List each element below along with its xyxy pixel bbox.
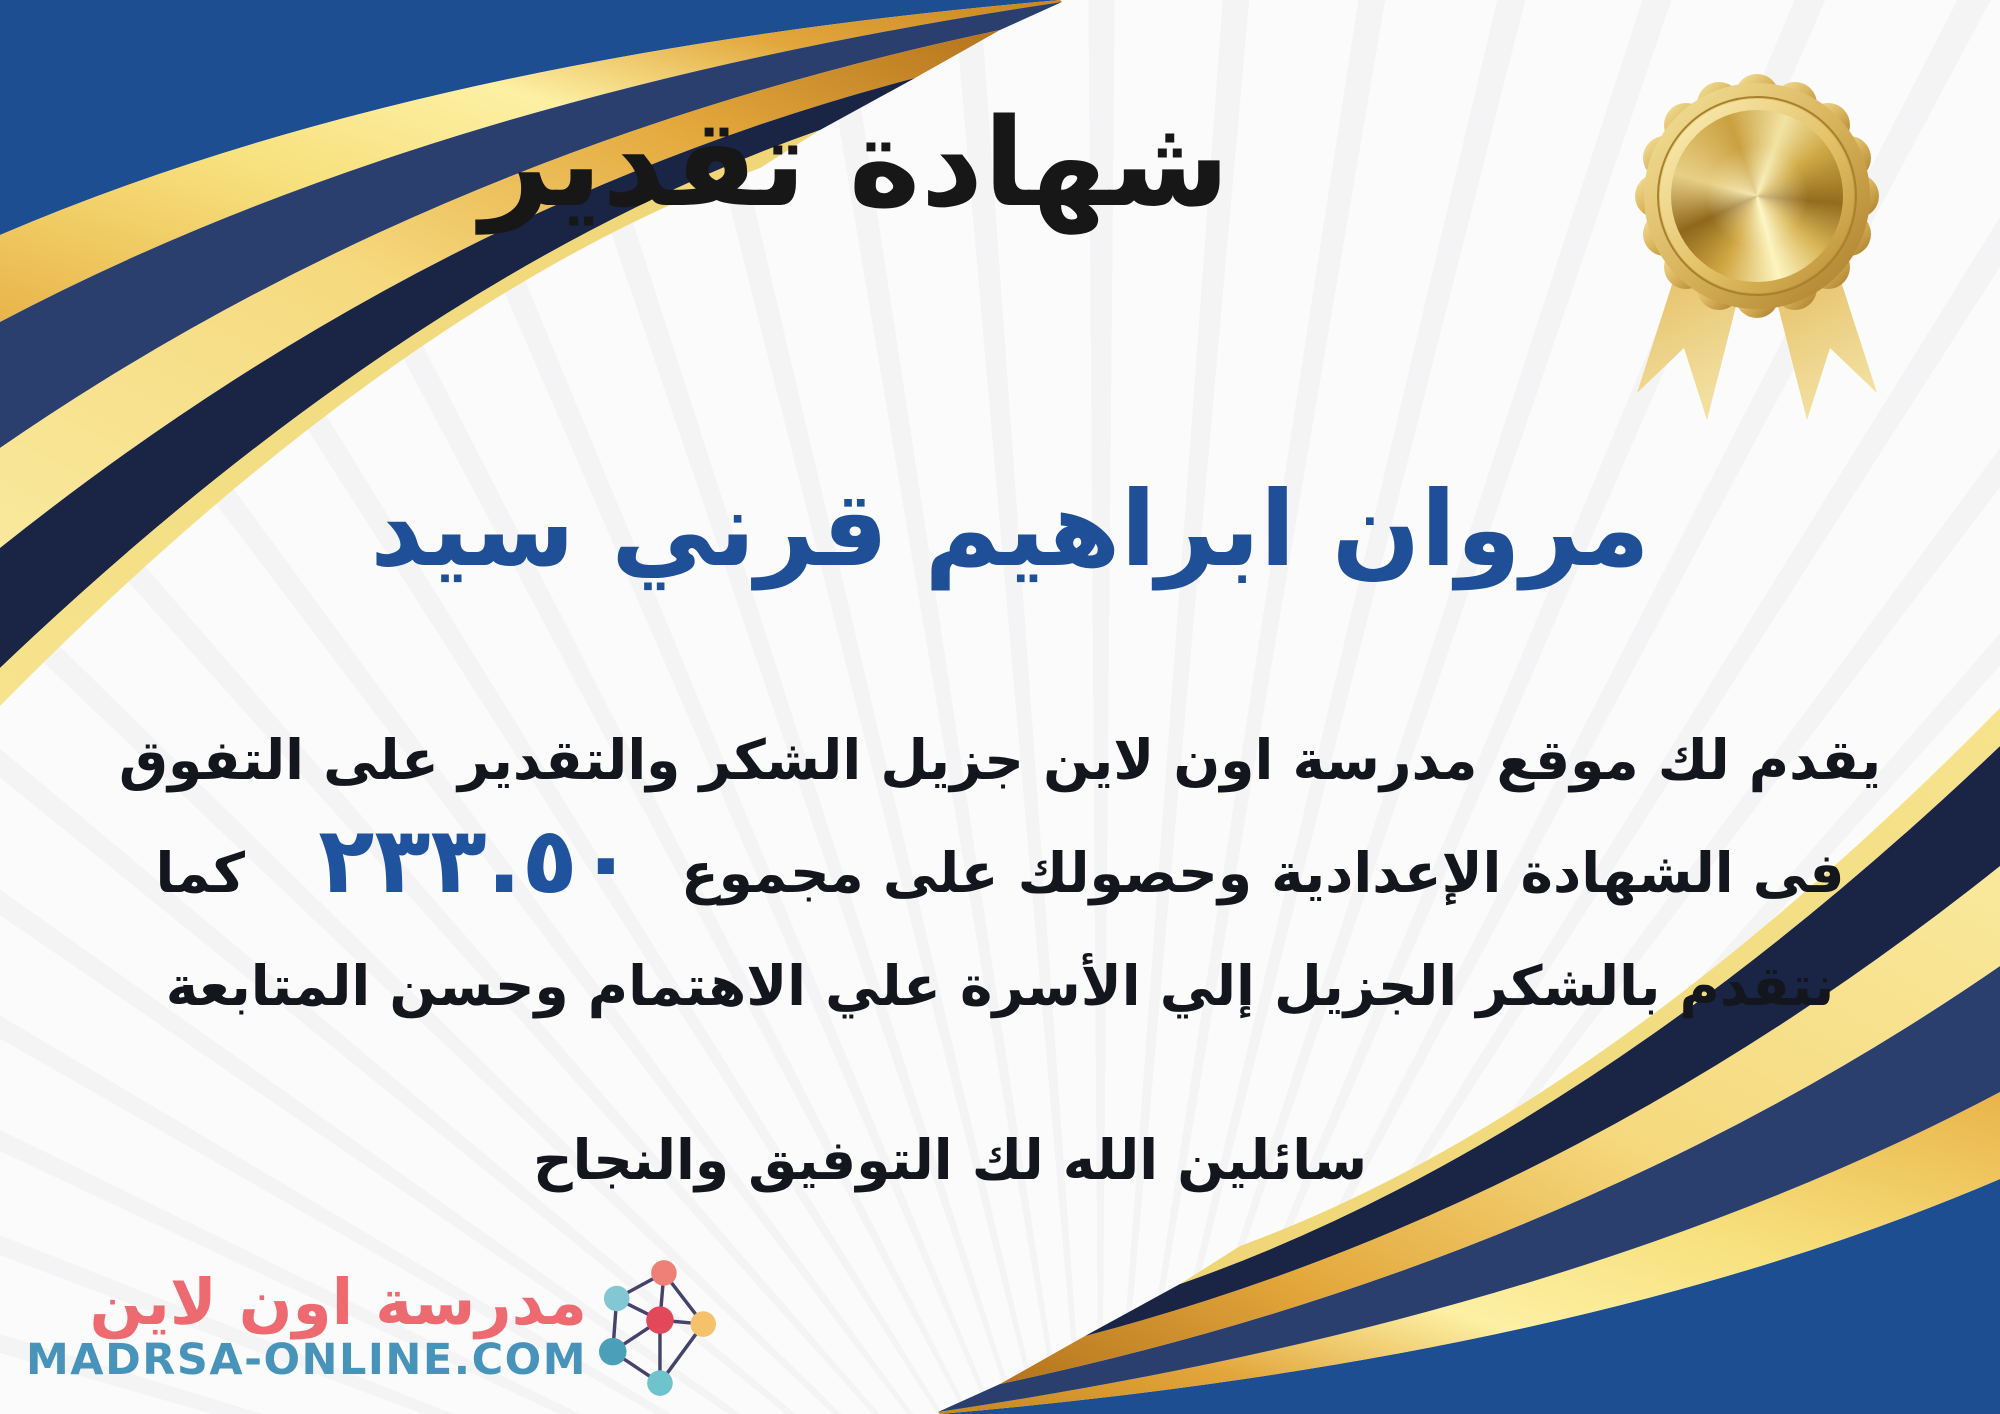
body-line-2-suffix: كما — [155, 841, 246, 905]
network-molecule-icon — [599, 1258, 717, 1398]
body-line-2-prefix: فى الشهادة الإعدادية وحصولك على مجموع — [681, 841, 1845, 905]
body-line-2: فى الشهادة الإعدادية وحصولك على مجموع ٢٣٣.٥٠ كما — [155, 807, 1845, 914]
logo-arabic-name: مدرسة اون لاين — [89, 1266, 588, 1340]
body-line-1: يقدم لك موقع مدرسة اون لاين جزيل الشكر والتقدير على التفوق — [118, 728, 1882, 792]
closing-line: سائلين الله لك التوفيق والنجاح — [532, 1128, 1368, 1192]
site-logo — [26, 1258, 717, 1398]
body-line-3: نتقدم بالشكر الجزيل إلي الأسرة علي الاهتمام وحسن المتابعة — [165, 954, 1835, 1018]
student-name: مروان ابراهيم قرني سيد — [370, 468, 1650, 590]
gold-medal — [1632, 48, 1882, 428]
logo-website: MADRSA-ONLINE.COM — [26, 1335, 588, 1386]
certificate-body — [40, 704, 1960, 1043]
certificate-title: شهادة تقدير — [480, 92, 1230, 234]
logo-text — [26, 1266, 588, 1386]
medal-face — [1671, 110, 1843, 282]
